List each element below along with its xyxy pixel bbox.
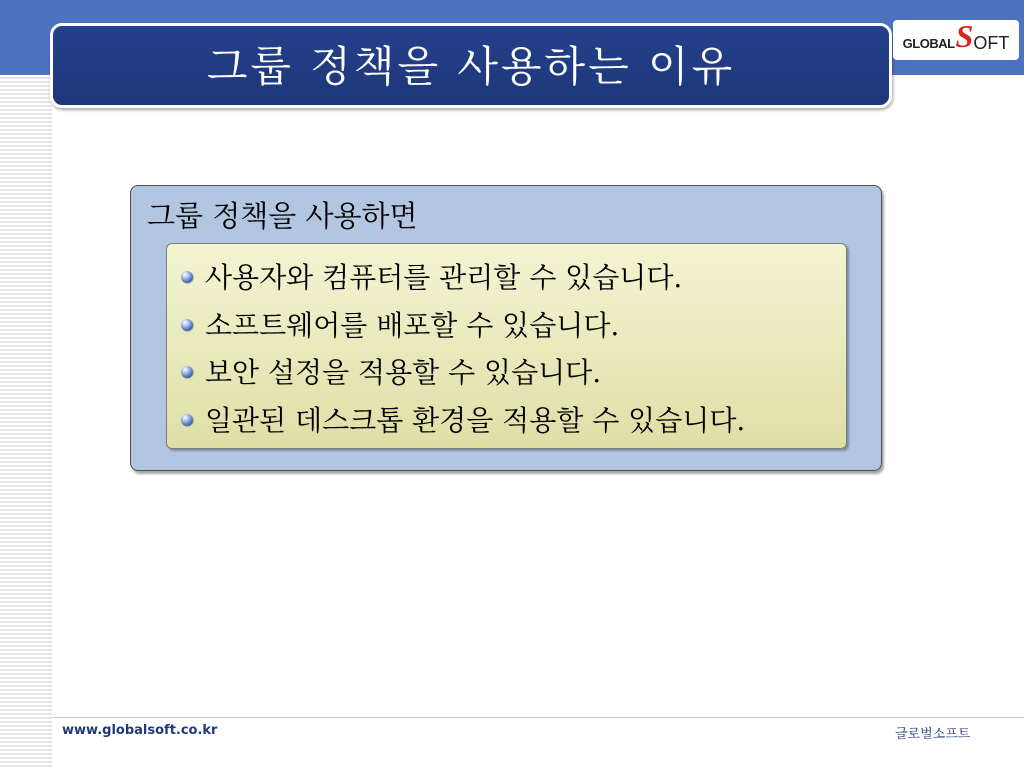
footer-company-name: 글로벌소프트 [895, 727, 971, 742]
bullet-icon [181, 366, 193, 378]
bullet-text: 보안 설정을 적용할 수 있습니다. [205, 356, 602, 389]
bullet-text: 소프트웨어를 배포할 수 있습니다. [205, 308, 620, 342]
content-heading: 그룹 정책을 사용하면 [147, 199, 418, 233]
slide-title: 그룹 정책을 사용하는 이유 [206, 41, 736, 91]
bullet-icon [181, 271, 193, 283]
logo-text-global: GLOBAL [902, 35, 955, 51]
logo-letter-s: S [955, 18, 974, 54]
globalsoft-logo [893, 20, 1019, 60]
logo-text-oft: OFT [973, 32, 1010, 53]
bullet-icon [181, 319, 193, 331]
footer-url: www.globalsoft.co.kr [62, 723, 218, 738]
list-item [167, 302, 846, 350]
bullet-text: 일관된 데스크톱 환경을 적용할 수 있습니다. [205, 403, 746, 437]
list-item [167, 397, 846, 445]
footer-divider [52, 717, 1024, 718]
bullet-icon [181, 414, 193, 426]
list-item [167, 349, 846, 397]
title-banner [50, 23, 892, 108]
list-item [167, 254, 846, 302]
left-stripe-decoration [0, 75, 52, 768]
bullet-panel [166, 243, 847, 449]
bullet-text: 사용자와 컴퓨터를 관리할 수 있습니다. [205, 261, 683, 294]
bullet-list [167, 254, 846, 444]
